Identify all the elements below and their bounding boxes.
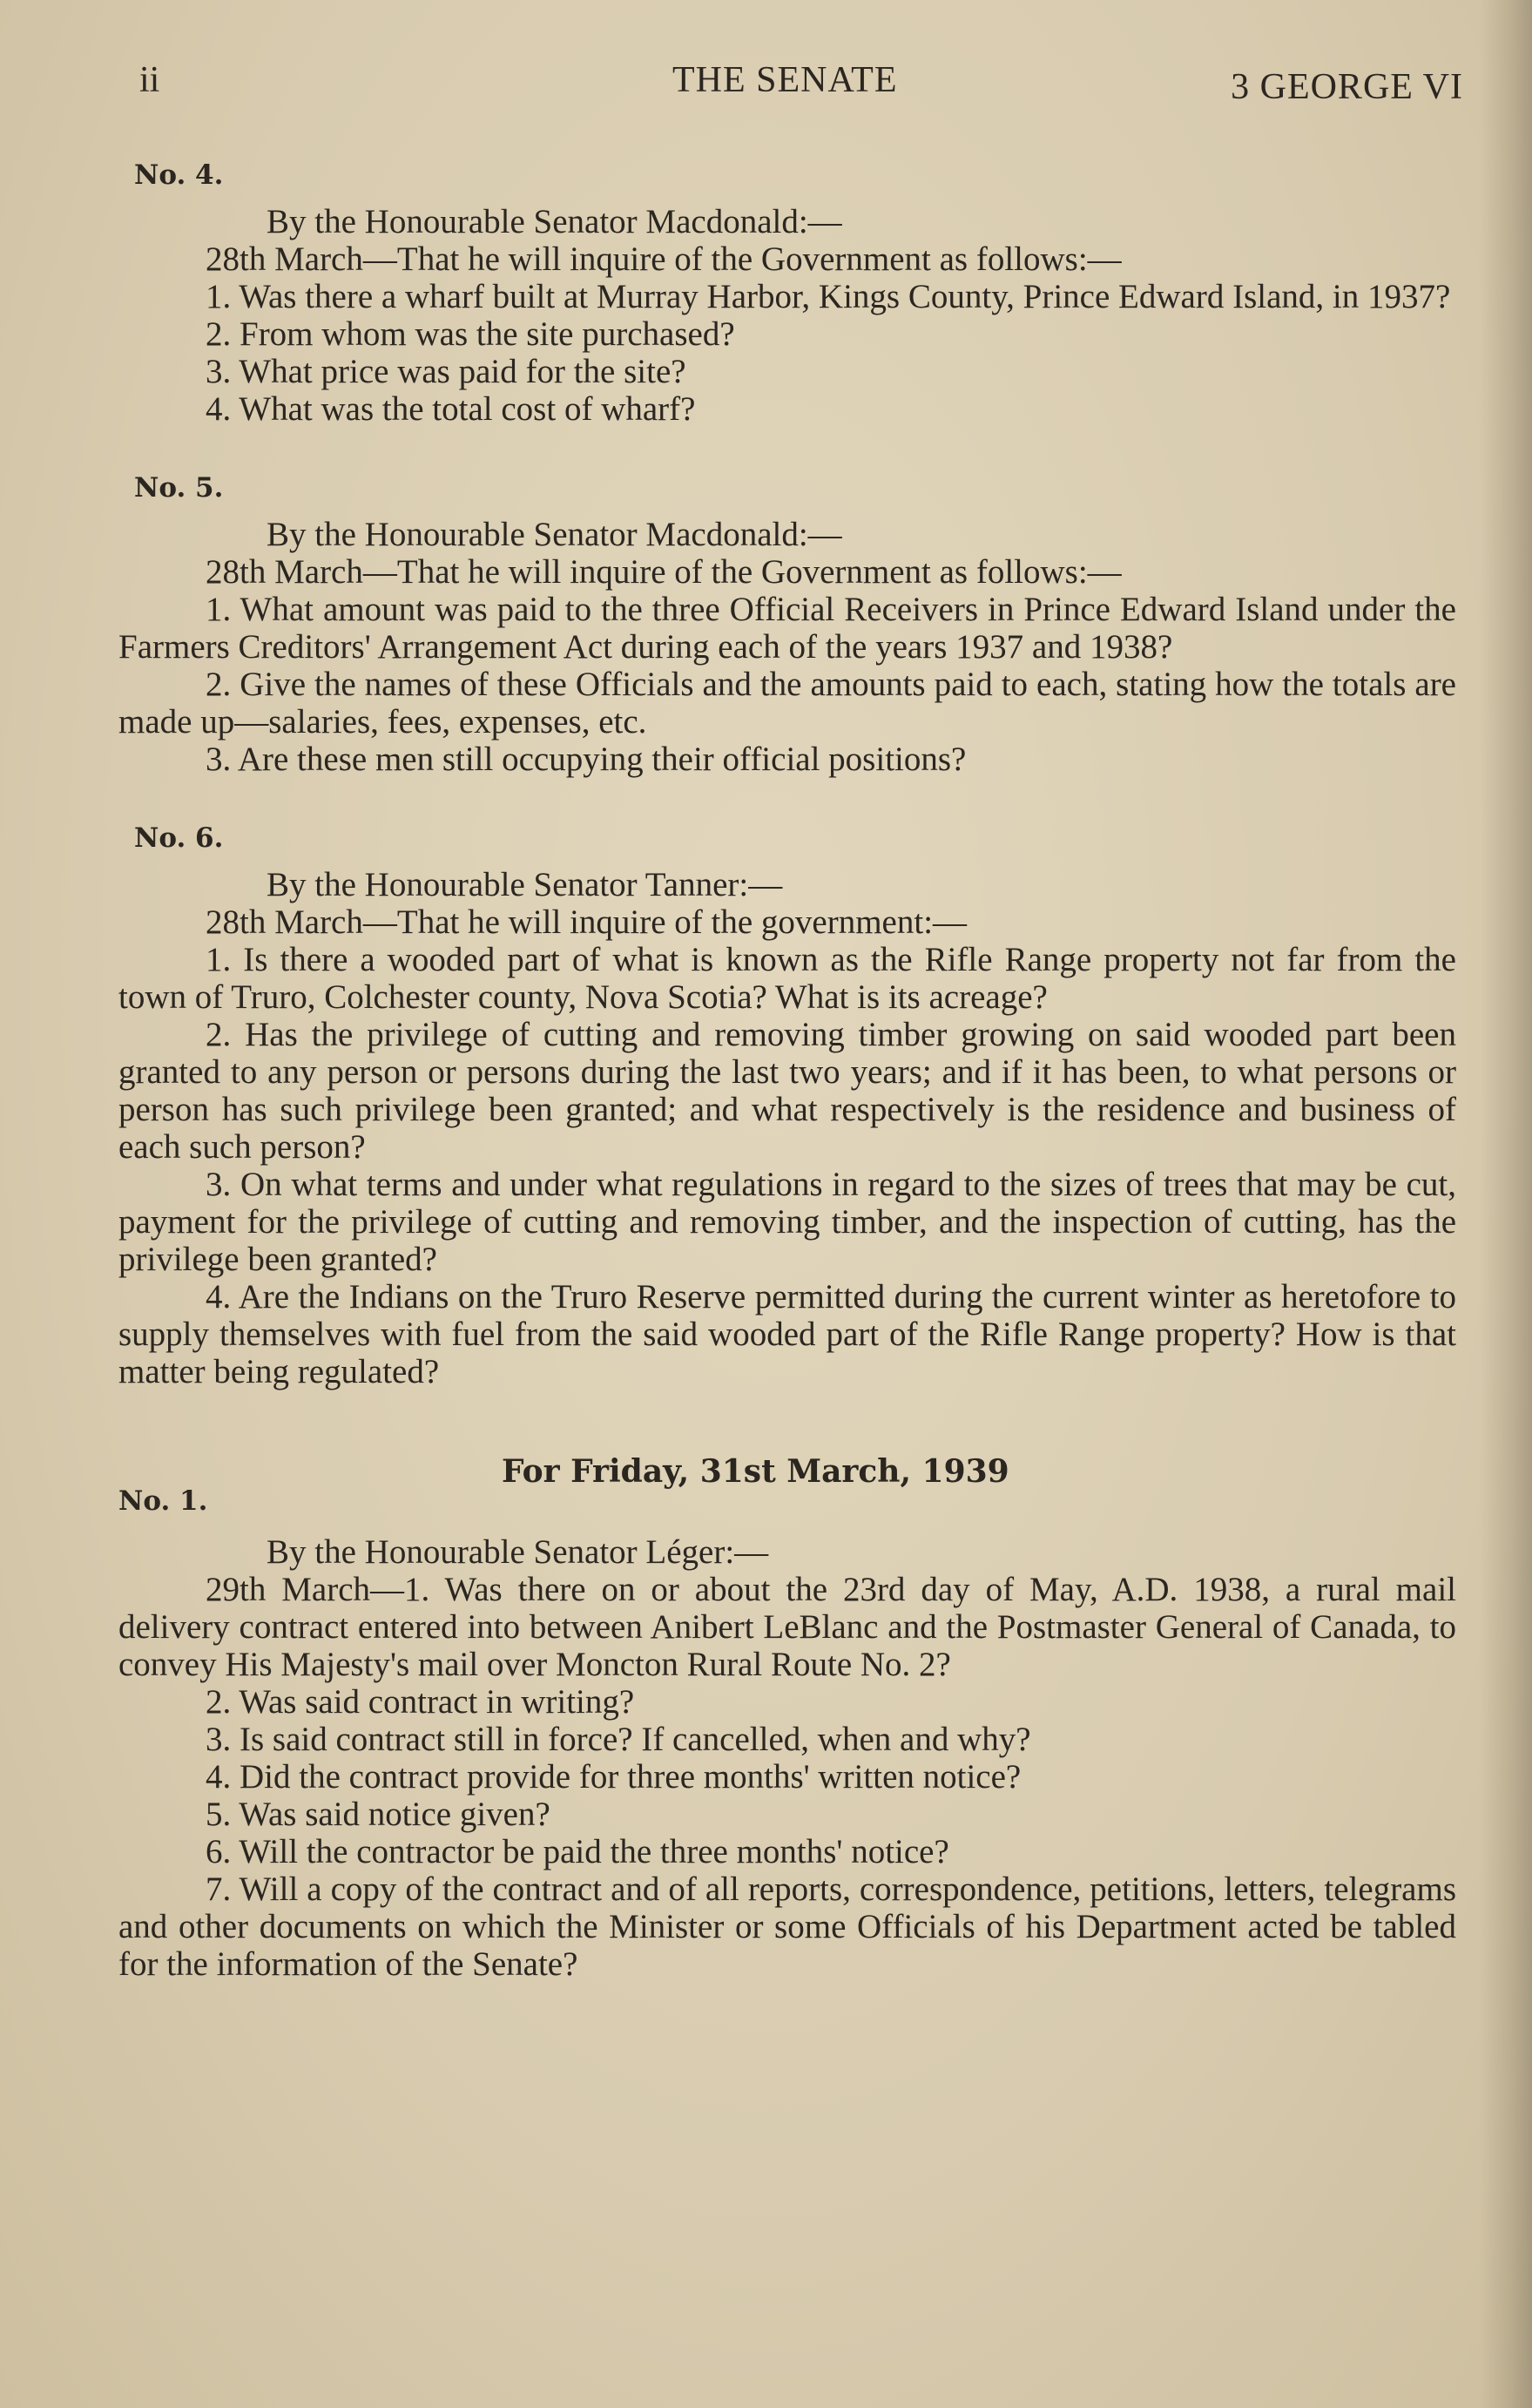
question-item: 29th March—1. Was there on or about the 23rd day of May, A.D. 1938, a rural mail delivery contract entered into between Anibert LeBlanc and the Postmaster General of Canada, to convey His Majesty's mail over Moncton Rural Route No. 2? xyxy=(118,1571,1456,1683)
notice-by: By the Honourable Senator Léger:— xyxy=(267,1533,769,1571)
question-item: 3. On what terms and under what regulations in regard to the sizes of trees that may be cut, payment for the privilege of cutting and removing timber, and the inspection of cutting, has the privilege been granted? xyxy=(118,1166,1456,1278)
question-item: 2. Has the privilege of cutting and removing timber growing on said wooded part been granted to any person or persons during the last two years; and if it has been, to what persons or person has such privilege been granted; and what respectively is the residence and business of each such person? xyxy=(118,1016,1456,1166)
question-item: 5. Was said notice given? xyxy=(206,1796,550,1833)
notice-friday-no-1 xyxy=(118,1533,1456,1983)
question-item: 2. From whom was the site purchased? xyxy=(206,315,735,353)
notice-by: By the Honourable Senator Macdonald:— xyxy=(267,516,842,553)
question-item: 4. Did the contract provide for three months' written notice? xyxy=(206,1758,1022,1796)
notice-no-4 xyxy=(118,157,1456,428)
question-item: 1. What amount was paid to the three Official Receivers in Prince Edward Island under the Farmers Creditors' Arrangement Act during each of the years 1937 and 1938? xyxy=(118,591,1456,666)
date-heading-row xyxy=(118,1453,1456,1517)
header-title: THE SENATE xyxy=(672,60,898,100)
question-item: 1. Is there a wooded part of what is known as the Rifle Range property not far from the town of Truro, Colchester county, Nova Scotia? What is its acreage? xyxy=(118,941,1456,1016)
question-item: 3. Are these men still occupying their official positions? xyxy=(206,741,967,778)
notice-by: By the Honourable Senator Tanner:— xyxy=(267,866,783,903)
notice-number: No. 6. xyxy=(134,822,224,854)
question-item: 2. Give the names of these Officials and the amounts paid to each, stating how the totals are made up—salaries, fees, expenses, etc. xyxy=(118,666,1456,741)
regnal-year: 3 GEORGE VI xyxy=(1231,67,1463,107)
question-item: 2. Was said contract in writing? xyxy=(206,1683,635,1721)
notice-intro: 28th March—That he will inquire of the Government as follows:— xyxy=(206,553,1122,591)
document-body xyxy=(118,157,1456,2025)
question-item: 7. Will a copy of the contract and of all reports, correspondence, petitions, letters, telegrams and other documents on which the Minister or some Officials of his Department acted be tabled for the information of the Senate? xyxy=(118,1870,1456,1983)
question-item: 4. Are the Indians on the Truro Reserve permitted during the current winter as heretofore to supply themselves with fuel from the said wooded part of the Rifle Range property? How is that matter being regulated? xyxy=(118,1278,1456,1390)
question-item: 3. Is said contract still in force? If cancelled, when and why? xyxy=(206,1721,1031,1758)
notice-number: No. 4. xyxy=(134,159,224,191)
question-item: 6. Will the contractor be paid the three months' notice? xyxy=(206,1833,949,1870)
notice-intro: 28th March—That he will inquire of the government:— xyxy=(206,903,968,941)
question-item: 1. Was there a wharf built at Murray Harbor, Kings County, Prince Edward Island, in 1937? xyxy=(206,278,1451,315)
page-number: ii xyxy=(139,60,160,100)
question-item: 3. What price was paid for the site? xyxy=(206,353,686,390)
page-edge-shadow xyxy=(1480,0,1532,2408)
section-date-heading: For Friday, 31st March, 1939 xyxy=(502,1453,1009,1490)
notice-number: No. 5. xyxy=(134,472,224,504)
question-item: 4. What was the total cost of wharf? xyxy=(206,390,696,428)
notice-intro: 28th March—That he will inquire of the Government as follows:— xyxy=(206,240,1122,278)
notice-no-6 xyxy=(118,820,1456,1390)
notice-no-5 xyxy=(118,470,1456,778)
notice-by: By the Honourable Senator Macdonald:— xyxy=(267,203,842,240)
running-header xyxy=(139,59,1463,112)
notice-number: No. 1. xyxy=(118,1485,208,1517)
